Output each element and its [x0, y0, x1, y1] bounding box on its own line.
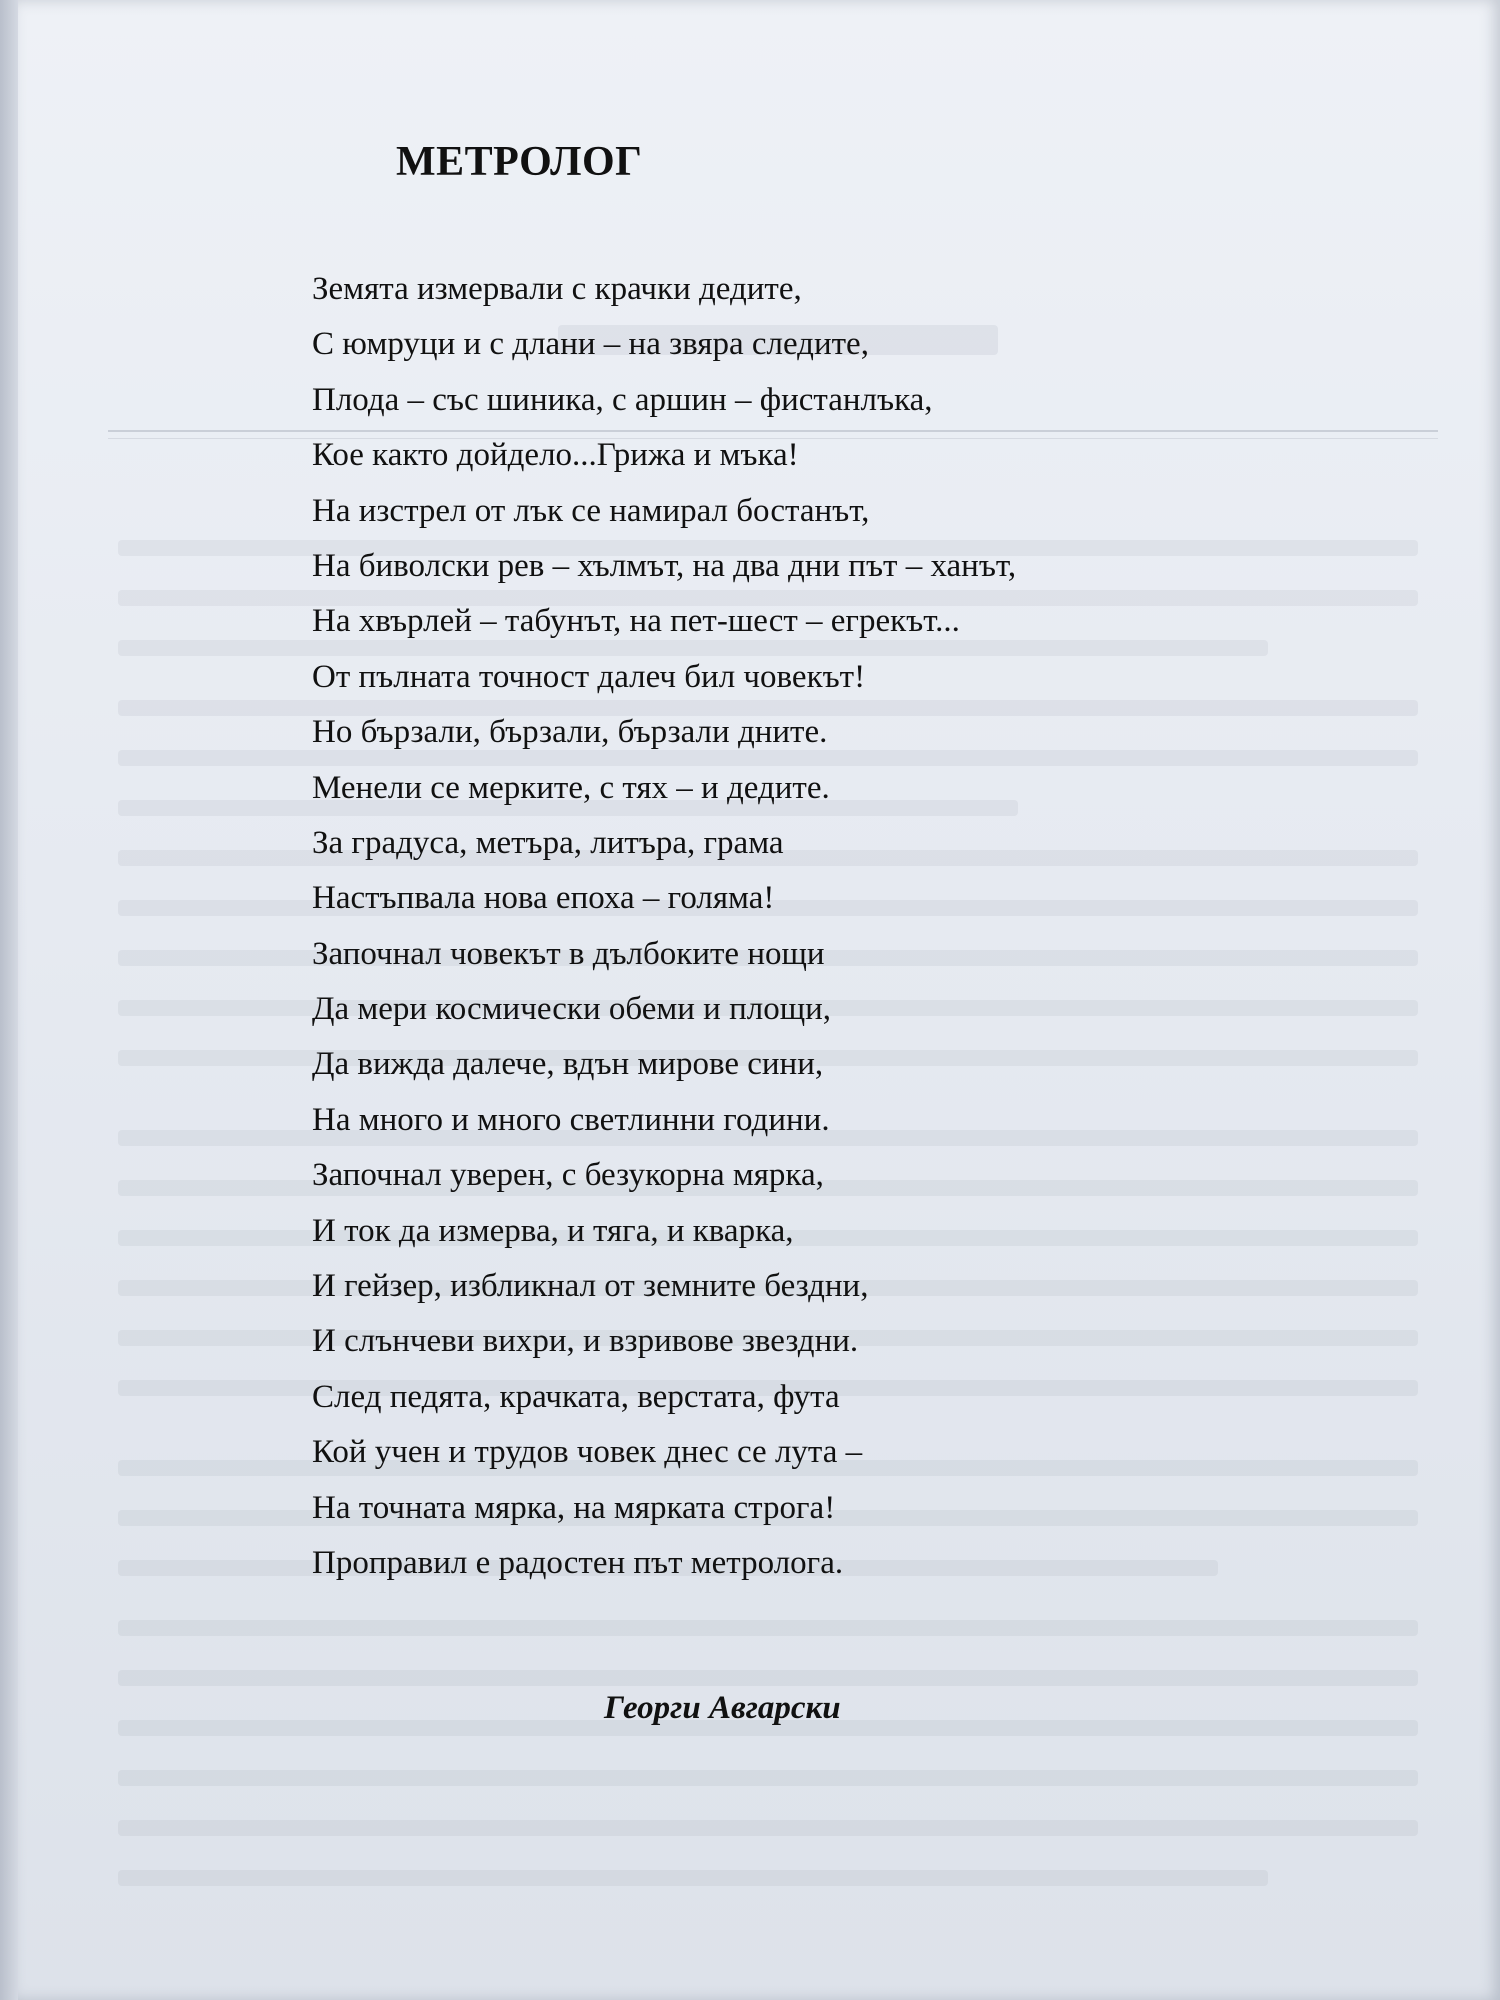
- poem-line: Плода – със шиника, с аршин – фистанлъка,: [312, 381, 933, 418]
- poem-line: Проправил е радостен път метролога.: [312, 1544, 844, 1581]
- poem-line: Да мери космически обеми и площи,: [312, 991, 832, 1028]
- poem-line: На точната мярка, на мярката строга!: [312, 1489, 836, 1526]
- book-page: [18, 0, 1500, 2000]
- poem-line: И ток да измерва, и тяга, и кварка,: [312, 1212, 794, 1249]
- poem-line: Да вижда далече, вдън мирове сини,: [312, 1046, 824, 1083]
- show-through-line: [118, 1770, 1418, 1786]
- poem-line: И гейзер, избликнал от земните бездни,: [312, 1268, 869, 1305]
- poem-line: На много и много светлинни години.: [312, 1101, 830, 1138]
- poem-line: На изстрел от лък се намирал бостанът,: [312, 492, 870, 529]
- page-binding-edge: [0, 0, 18, 2000]
- poem-line: На биволски рев – хълмът, на два дни път – ханът,: [312, 547, 1017, 584]
- poem-line: И слънчеви вихри, и взривове звездни.: [312, 1323, 859, 1360]
- poem-line: С юмруци и с длани – на звяра следите,: [312, 326, 869, 363]
- poem-line: На хвърлей – табунът, на пет-шест – егрекът...: [312, 603, 960, 640]
- poem-body: [312, 262, 1016, 1591]
- poem-line: Започнал човекът в дълбоките нощи: [312, 935, 825, 972]
- show-through-line: [118, 1670, 1418, 1686]
- poem-line: Но бързали, бързали, бързали дните.: [312, 714, 828, 751]
- poem-line: Кое както дойдело...Грижа и мъка!: [312, 437, 799, 474]
- poem-line: Започнал уверен, с безукорна мярка,: [312, 1157, 824, 1194]
- show-through-line: [118, 1820, 1418, 1836]
- poem-line: Менели се мерките, с тях – и дедите.: [312, 769, 830, 806]
- poem-author: Георги Авгарски: [604, 1690, 841, 1726]
- poem-line: Кой учен и трудов човек днес се лута –: [312, 1434, 863, 1471]
- poem-line: След педята, крачката, верстата, фута: [312, 1378, 840, 1415]
- poem-line: За градуса, метъра, литъра, грама: [312, 824, 784, 861]
- show-through-line: [118, 1870, 1268, 1886]
- poem-line: Земята измервали с крачки дедите,: [312, 271, 802, 307]
- show-through-line: [118, 1620, 1418, 1636]
- poem-line: От пълната точност далеч бил човекът!: [312, 658, 866, 695]
- poem-line: Настъпвала нова епоха – голяма!: [312, 880, 775, 917]
- poem-title: МЕТРОЛОГ: [396, 139, 643, 185]
